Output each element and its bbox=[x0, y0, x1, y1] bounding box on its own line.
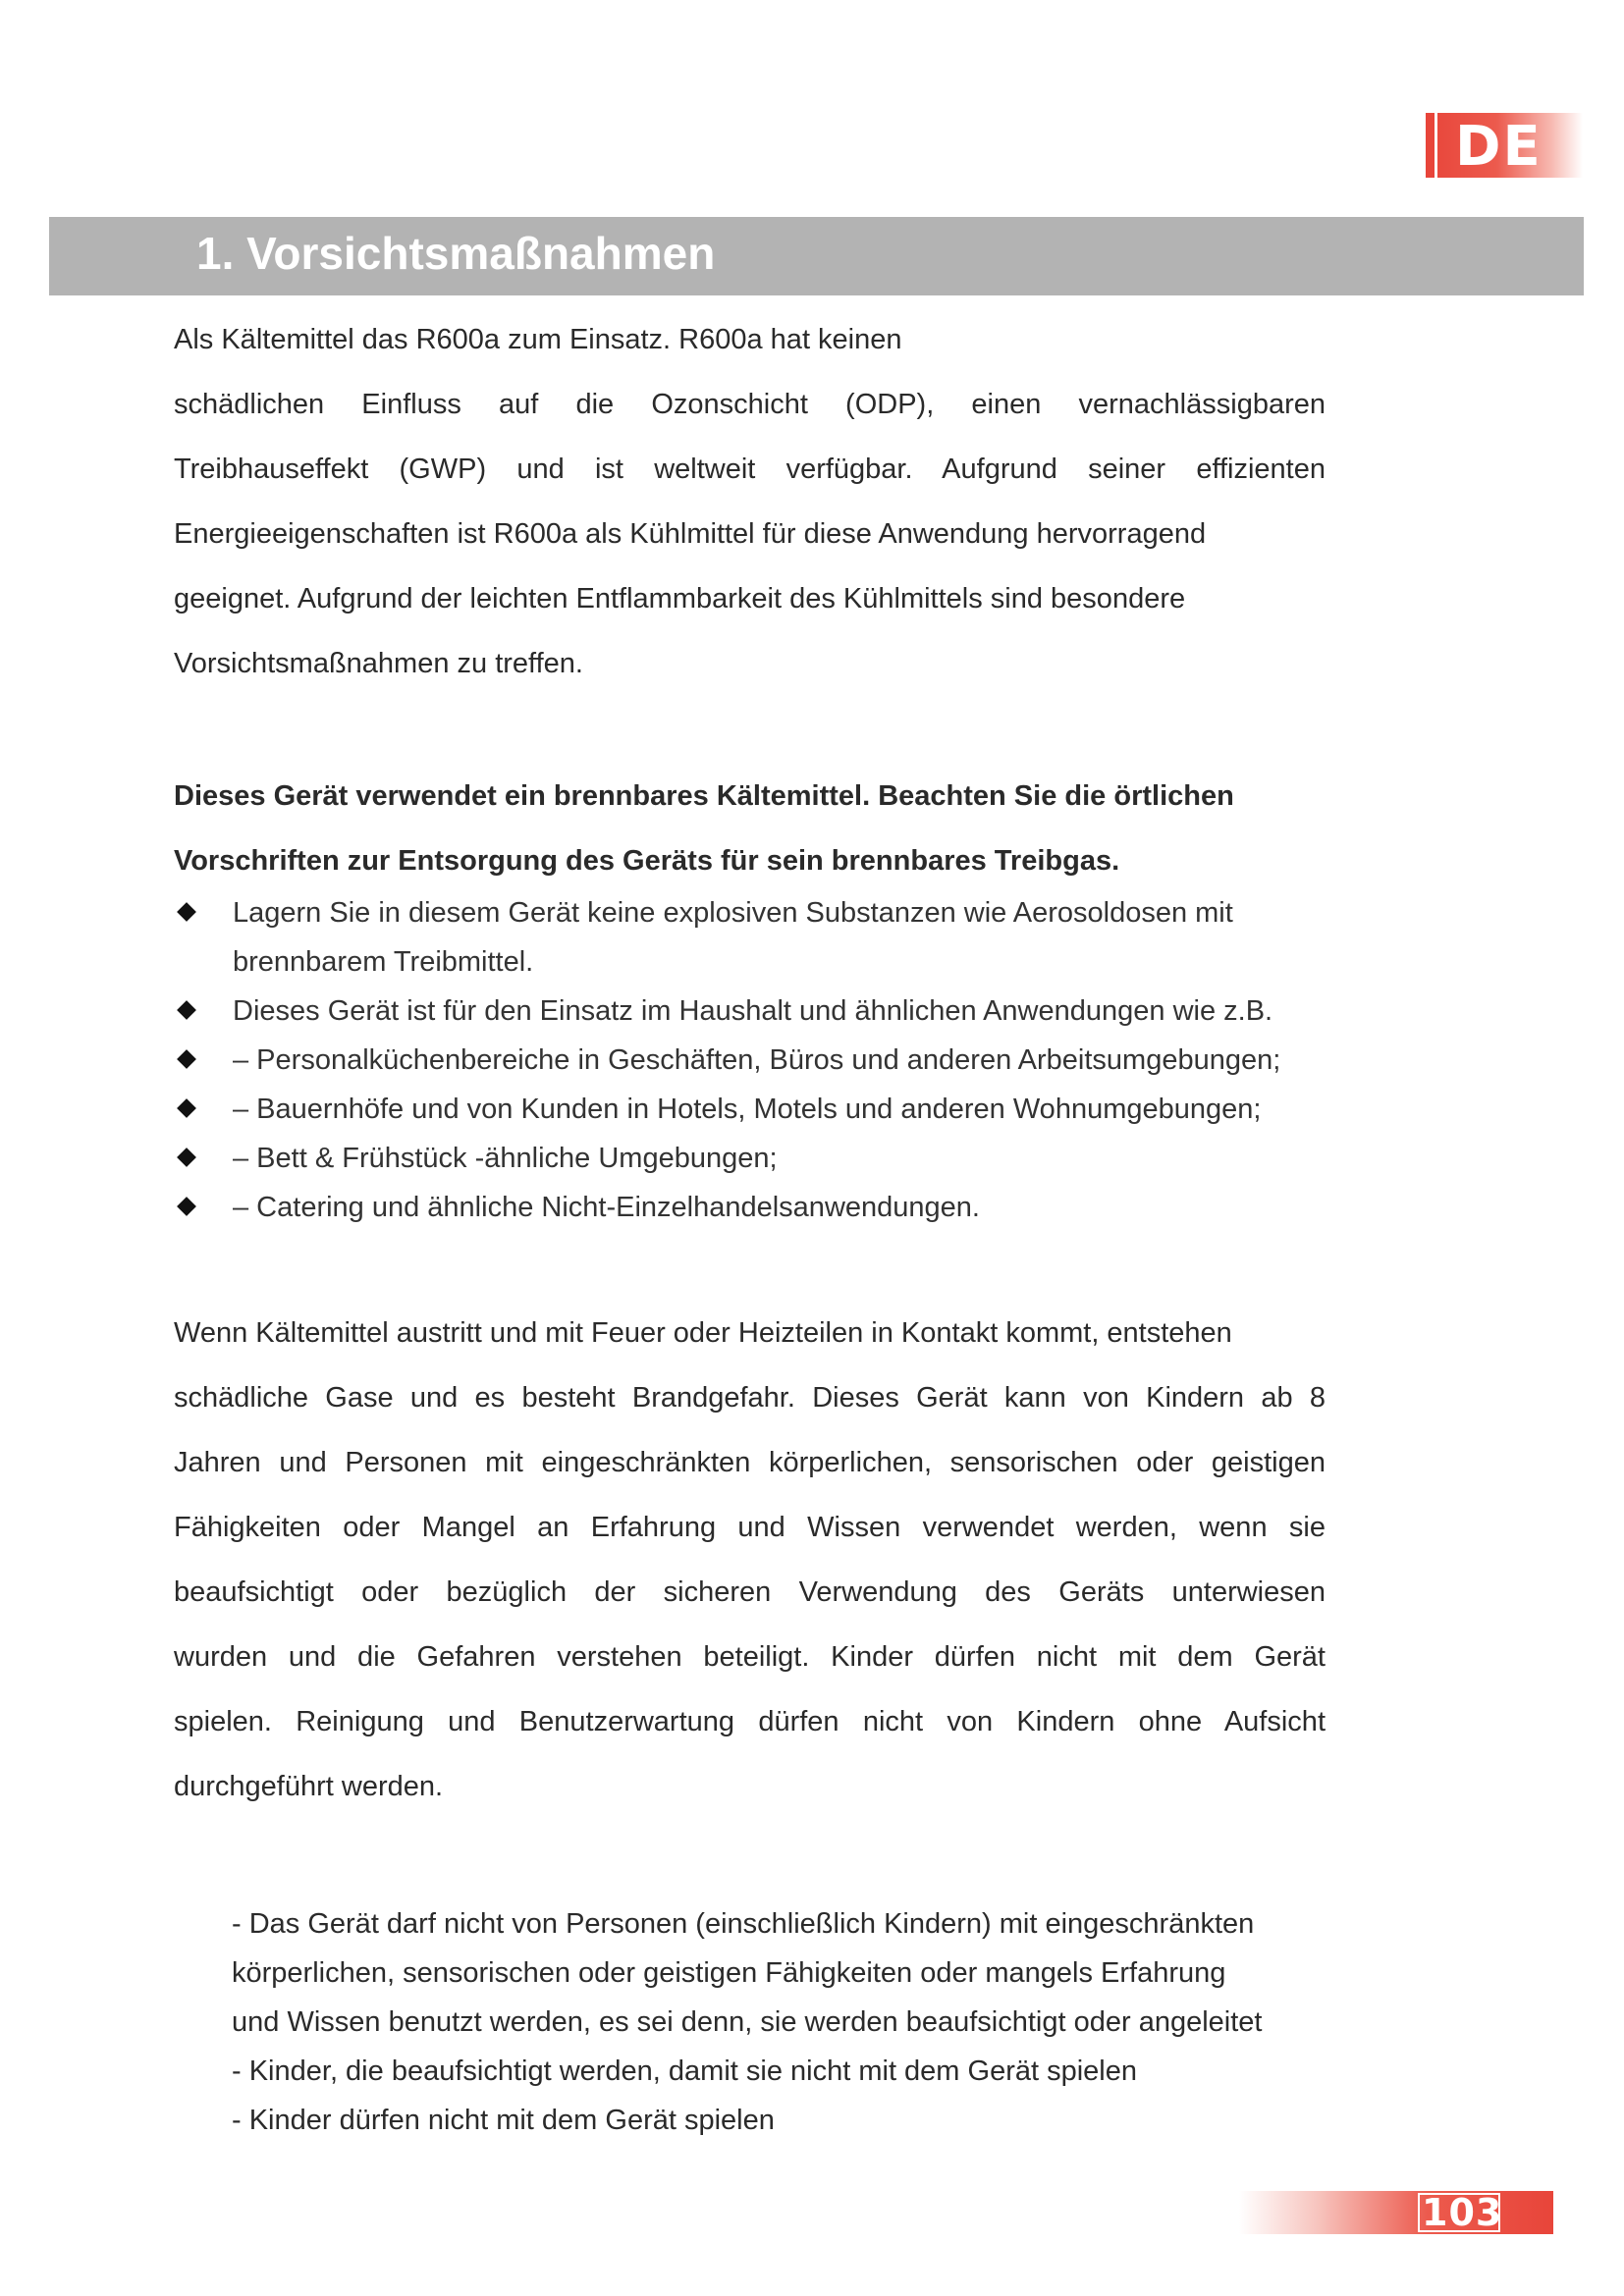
intro-line: geeignet. Aufgrund der leichten Entflammbarkeit des Kühlmittels sind besondere bbox=[174, 583, 1186, 614]
fire-line: Wenn Kältemittel austritt und mit Feuer oder Heizteilen in Kontakt kommt, entstehen bbox=[174, 1317, 1232, 1349]
diamond-bullet-icon bbox=[177, 1098, 196, 1118]
intro-line: Treibhauseffekt (GWP) und ist weltweit verfügbar. Aufgrund seiner effizienten bbox=[174, 454, 1326, 485]
section-title: 1. Vorsichtsmaßnahmen bbox=[196, 228, 716, 279]
warning-paragraph bbox=[174, 764, 1326, 893]
fire-line: Jahren und Personen mit eingeschränkten körperlichen, sensorischen oder geistigen bbox=[174, 1447, 1326, 1478]
warning-line: Dieses Gerät verwendet ein brennbares Kältemittel. Beachten Sie die örtlichen bbox=[174, 780, 1234, 812]
intro-paragraph bbox=[174, 307, 1326, 696]
list-item bbox=[174, 1036, 1352, 1085]
list-item-text: – Personalküchenbereiche in Geschäften, Büros und anderen Arbeitsumgebungen; bbox=[233, 1044, 1281, 1076]
fire-line: beaufsichtigt oder bezüglich der sicheren Verwendung des Geräts unterwiesen bbox=[174, 1576, 1326, 1608]
diamond-bullet-icon bbox=[177, 1000, 196, 1020]
intro-line: Energieeigenschaften ist R600a als Kühlmittel für diese Anwendung hervorragend bbox=[174, 518, 1207, 550]
list-item-text: brennbarem Treibmittel. bbox=[233, 946, 534, 978]
fire-hazard-paragraph bbox=[174, 1301, 1326, 1819]
bullet-list bbox=[174, 888, 1352, 1232]
diamond-bullet-icon bbox=[177, 902, 196, 922]
intro-line: Vorsichtsmaßnahmen zu treffen. bbox=[174, 648, 583, 679]
page-number-badge bbox=[1239, 2191, 1553, 2234]
intro-line: Als Kältemittel das R600a zum Einsatz. R600a hat keinen bbox=[174, 324, 902, 355]
intro-line: schädlichen Einfluss auf die Ozonschicht (ODP), einen vernachlässigbaren bbox=[174, 389, 1326, 420]
diamond-bullet-icon bbox=[177, 1197, 196, 1216]
dash-line: und Wissen benutzt werden, es sei denn, sie werden beaufsichtigt oder angeleitet bbox=[232, 2006, 1263, 2038]
list-item-text: – Catering und ähnliche Nicht-Einzelhandelsanwendungen. bbox=[233, 1192, 980, 1223]
list-item-text: – Bauernhöfe und von Kunden in Hotels, Motels und anderen Wohnumgebungen; bbox=[233, 1094, 1262, 1125]
list-item bbox=[174, 1085, 1352, 1134]
list-item bbox=[174, 987, 1352, 1036]
fire-line: schädliche Gase und es besteht Brandgefahr. Dieses Gerät kann von Kindern ab 8 bbox=[174, 1382, 1326, 1414]
fire-line: durchgeführt werden. bbox=[174, 1771, 444, 1802]
language-code: DE bbox=[1455, 115, 1543, 179]
warning-line: Vorschriften zur Entsorgung des Geräts für sein brennbares Treibgas. bbox=[174, 845, 1120, 877]
list-item bbox=[174, 1134, 1352, 1183]
dash-line: - Kinder, die beaufsichtigt werden, damit sie nicht mit dem Gerät spielen bbox=[232, 2056, 1138, 2087]
diamond-bullet-icon bbox=[177, 1148, 196, 1167]
badge-bar bbox=[1426, 113, 1437, 178]
list-item bbox=[174, 1183, 1352, 1232]
language-badge bbox=[1426, 113, 1583, 178]
dash-line: - Das Gerät darf nicht von Personen (einschließlich Kindern) mit eingeschränkten bbox=[232, 1908, 1255, 1940]
page-number: 103 bbox=[1422, 2191, 1503, 2234]
list-item bbox=[174, 888, 1352, 987]
dash-line: - Kinder dürfen nicht mit dem Gerät spielen bbox=[232, 2105, 775, 2136]
fire-line: spielen. Reinigung und Benutzerwartung dürfen nicht von Kindern ohne Aufsicht bbox=[174, 1706, 1326, 1737]
fire-line: wurden und die Gefahren verstehen beteiligt. Kinder dürfen nicht mit dem Gerät bbox=[174, 1641, 1326, 1673]
dash-list bbox=[232, 1899, 1331, 2145]
section-header bbox=[49, 217, 1584, 295]
list-item-text: Dieses Gerät ist für den Einsatz im Haushalt und ähnlichen Anwendungen wie z.B. bbox=[233, 995, 1273, 1027]
diamond-bullet-icon bbox=[177, 1049, 196, 1069]
fire-line: Fähigkeiten oder Mangel an Erfahrung und Wissen verwendet werden, wenn sie bbox=[174, 1512, 1326, 1543]
dash-line: körperlichen, sensorischen oder geistigen Fähigkeiten oder mangels Erfahrung bbox=[232, 1957, 1226, 1989]
list-item-text: Lagern Sie in diesem Gerät keine explosiven Substanzen wie Aerosoldosen mit bbox=[233, 897, 1233, 929]
list-item-text: – Bett & Frühstück -ähnliche Umgebungen; bbox=[233, 1143, 778, 1174]
